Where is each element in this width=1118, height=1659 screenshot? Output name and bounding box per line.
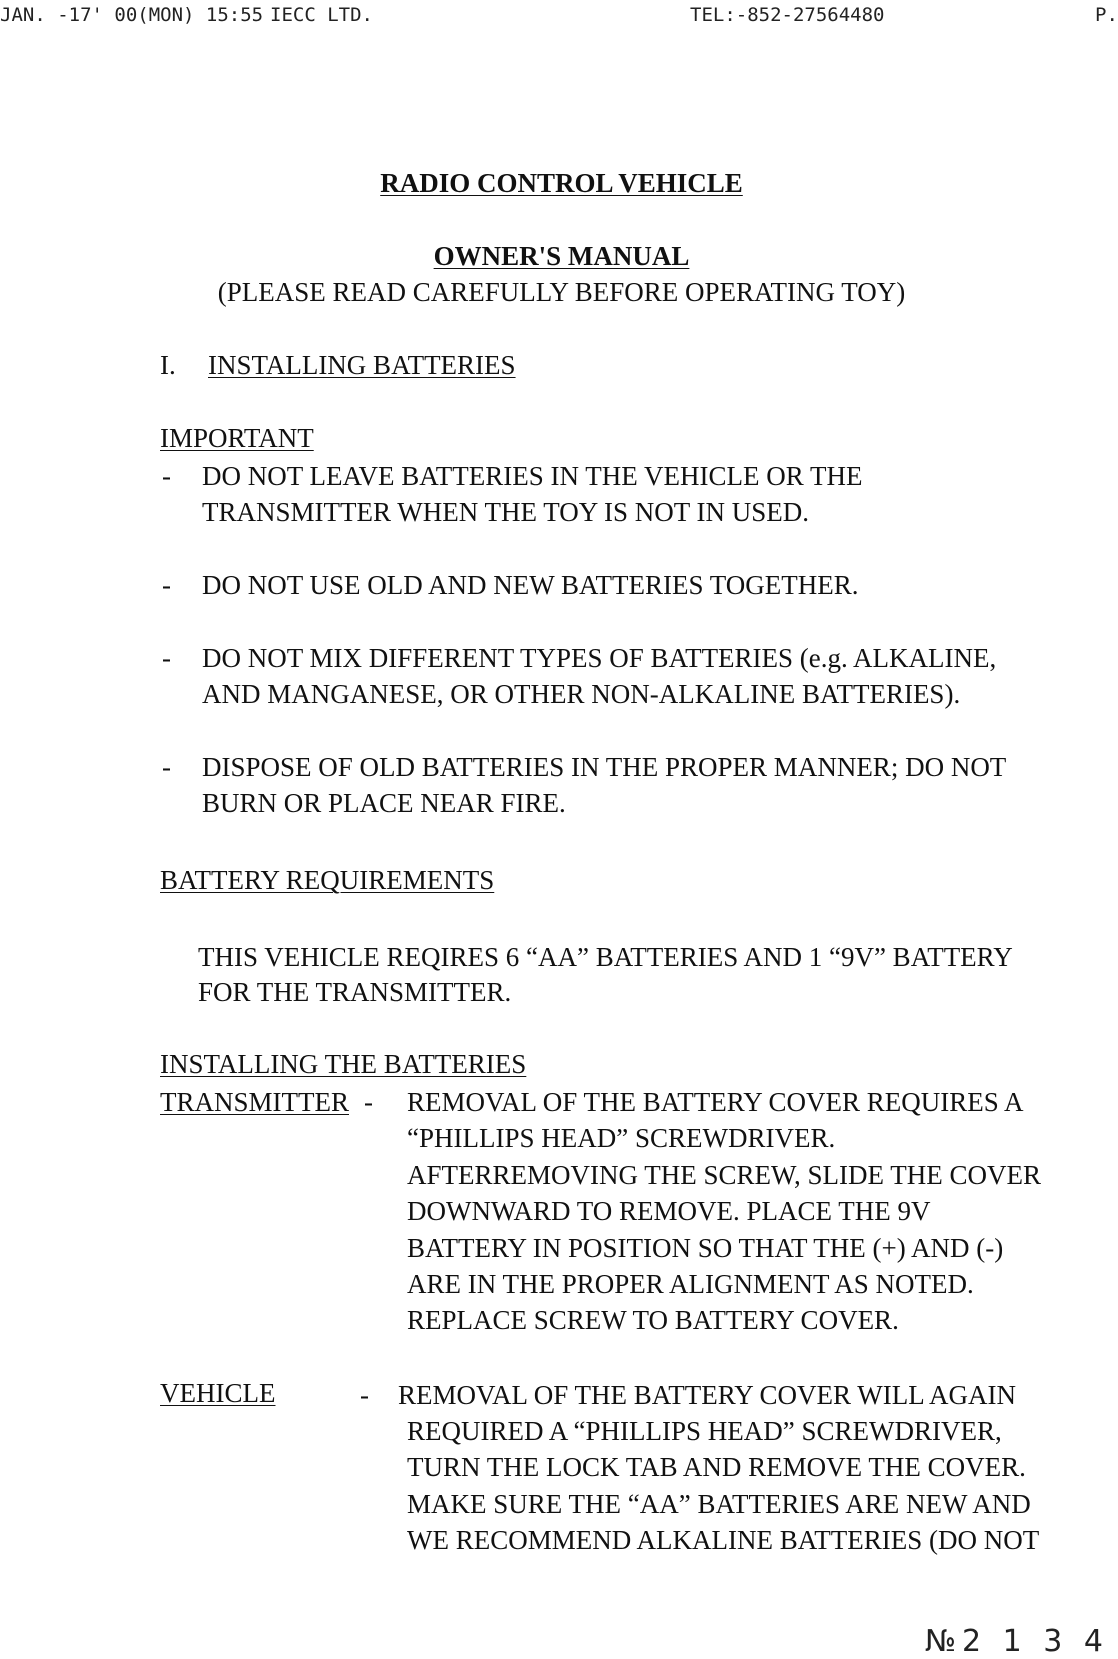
vehicle-line-3: TURN THE LOCK TAB AND REMOVE THE COVER. [407, 1452, 1026, 1482]
bullet-dash: - [162, 752, 171, 782]
fax-tel: TEL:-852-27564480 [690, 4, 885, 26]
battery-requirements-line-1: THIS VEHICLE REQIRES 6 “AA” BATTERIES AND 1 “9V” BATTERY [198, 942, 1013, 972]
important-item-3-line-1: DO NOT MIX DIFFERENT TYPES OF BATTERIES (e.g. ALKALINE, [202, 643, 997, 673]
fax-page: P. [1095, 4, 1118, 26]
important-item-1-line-1: DO NOT LEAVE BATTERIES IN THE VEHICLE OR THE [202, 461, 863, 491]
battery-requirements-heading: BATTERY REQUIREMENTS [160, 865, 495, 895]
vehicle-label: VEHICLE [160, 1378, 276, 1408]
document-subtitle: OWNER'S MANUAL [433, 241, 690, 271]
vehicle-line-1: REMOVAL OF THE BATTERY COVER WILL AGAIN [398, 1380, 1017, 1410]
transmitter-line-2: “PHILLIPS HEAD” SCREWDRIVER. [407, 1123, 836, 1153]
fax-date: JAN. -17' 00(MON) 15:55 [0, 4, 264, 26]
document-title: RADIO CONTROL VEHICLE [380, 168, 743, 198]
installing-heading: INSTALLING THE BATTERIES [160, 1049, 527, 1079]
section-number: I. [160, 350, 176, 380]
transmitter-label: TRANSMITTER [160, 1087, 349, 1117]
vehicle-line-4: MAKE SURE THE “AA” BATTERIES ARE NEW AND [407, 1489, 1031, 1519]
transmitter-line-4: DOWNWARD TO REMOVE. PLACE THE 9V [407, 1196, 931, 1226]
transmitter-dash: - [364, 1087, 373, 1117]
bullet-dash: - [162, 643, 171, 673]
document-number: №2 1 3 4 [924, 1624, 1109, 1659]
transmitter-line-6: ARE IN THE PROPER ALIGNMENT AS NOTED. [407, 1269, 974, 1299]
read-carefully-note: (PLEASE READ CAREFULLY BEFORE OPERATING TOY) [217, 277, 906, 307]
important-item-3-line-2: AND MANGANESE, OR OTHER NON-ALKALINE BATTERIES). [202, 679, 961, 709]
transmitter-line-3: AFTERREMOVING THE SCREW, SLIDE THE COVER [407, 1160, 1042, 1190]
transmitter-line-1: REMOVAL OF THE BATTERY COVER REQUIRES A [407, 1087, 1024, 1117]
fax-company: IECC LTD. [270, 4, 373, 26]
bullet-dash: - [162, 570, 171, 600]
vehicle-line-2: REQUIRED A “PHILLIPS HEAD” SCREWDRIVER, [407, 1416, 1002, 1446]
important-heading: IMPORTANT [160, 423, 314, 453]
section-title: INSTALLING BATTERIES [208, 350, 516, 380]
transmitter-line-7: REPLACE SCREW TO BATTERY COVER. [407, 1305, 899, 1335]
important-item-2-line-1: DO NOT USE OLD AND NEW BATTERIES TOGETHER. [202, 570, 859, 600]
important-item-4-line-2: BURN OR PLACE NEAR FIRE. [202, 788, 566, 818]
bullet-dash: - [162, 461, 171, 491]
vehicle-line-5: WE RECOMMEND ALKALINE BATTERIES (DO NOT [407, 1525, 1040, 1555]
important-item-1-line-2: TRANSMITTER WHEN THE TOY IS NOT IN USED. [202, 497, 809, 527]
battery-requirements-line-2: FOR THE TRANSMITTER. [198, 977, 512, 1007]
transmitter-line-5: BATTERY IN POSITION SO THAT THE (+) AND (-) [407, 1233, 1004, 1263]
important-item-4-line-1: DISPOSE OF OLD BATTERIES IN THE PROPER MANNER; DO NOT [202, 752, 1007, 782]
vehicle-dash: - [360, 1380, 369, 1410]
